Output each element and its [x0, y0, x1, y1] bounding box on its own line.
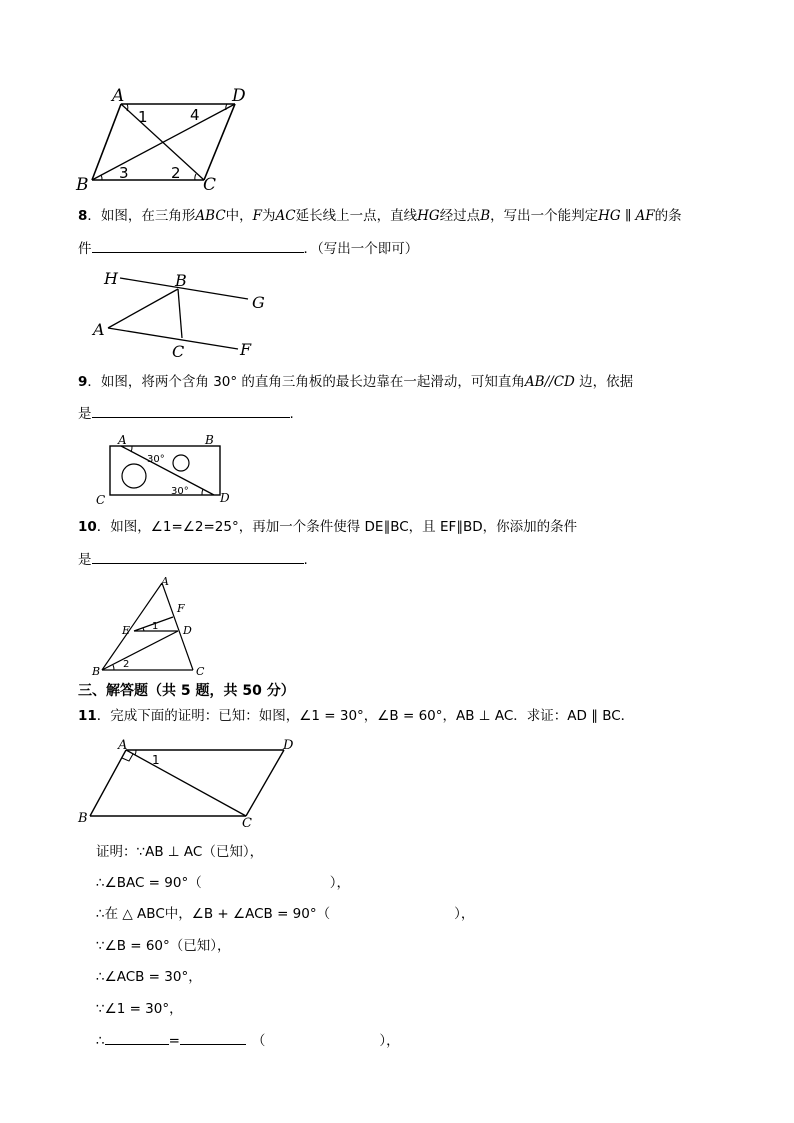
label-B: B: [175, 271, 187, 290]
question-10-line2: 是 .: [78, 549, 308, 570]
question-11-text: 11．完成下面的证明：已知：如图，∠1 = 30°，∠B = 60°，AB ⊥ AC．求证：AD ∥ BC．: [78, 708, 635, 724]
proof-line-7: ∴ = （ ），: [96, 1030, 400, 1051]
proof-line-4: ∵∠B = 60°（已知），: [96, 938, 231, 954]
label-D: D: [183, 624, 192, 637]
label-D: D: [283, 738, 294, 753]
label-D: D: [220, 491, 230, 505]
label-F: F: [177, 602, 185, 615]
angle-label-4: 4: [190, 106, 200, 124]
figure-q9-set-squares: [92, 434, 242, 508]
label-C: C: [172, 342, 185, 361]
question-8-line1: 8．如图，在三角形ABC中，F为AC延长线上一点，直线HG经过点B，写出一个能判定HG ∥ AF的条: [78, 208, 682, 224]
answer-blank[interactable]: [92, 403, 290, 418]
figure-q10-triangle: [90, 574, 220, 678]
answer-blank[interactable]: [92, 549, 304, 564]
proof-line-3: ∴在 △ ABC中，∠B + ∠ACB = 90°（ ），: [96, 906, 475, 922]
label-D: D: [232, 86, 246, 106]
label-C: C: [96, 493, 106, 507]
angle-label-1: 1: [152, 621, 159, 632]
question-9-line2: 是 .: [78, 403, 294, 424]
label-C: C: [196, 665, 205, 678]
label-B: B: [78, 811, 88, 826]
question-9-line1: 9．如图，将两个含角 30° 的直角三角板的最长边靠在一起滑动，可知直角AB//CD 边，依据: [78, 374, 634, 390]
label-F: F: [240, 340, 252, 359]
label-A: A: [112, 86, 125, 106]
label-A: A: [118, 738, 128, 753]
label-G: G: [252, 293, 265, 312]
angle-label-1: 1: [152, 753, 160, 767]
label-A: A: [93, 320, 105, 339]
figure-q11-quadrilateral: [76, 734, 306, 832]
proof-line-5: ∴∠ACB = 30°，: [96, 969, 202, 985]
label-B: B: [92, 665, 101, 678]
figure-q7-parallelogram: [70, 82, 260, 197]
answer-blank[interactable]: [105, 1030, 169, 1045]
label-C: C: [203, 175, 217, 195]
label-B: B: [205, 434, 214, 447]
label-A: A: [118, 434, 127, 447]
proof-line-2: ∴∠BAC = 90°（ ），: [96, 875, 350, 891]
question-number: 8: [78, 208, 88, 224]
angle-label-3: 3: [119, 164, 129, 182]
figure-q8-lines: [90, 266, 280, 364]
answer-blank[interactable]: [92, 238, 304, 253]
angle-label-2: 2: [123, 659, 130, 670]
label-E: E: [122, 624, 131, 637]
label-C: C: [242, 816, 252, 831]
section-title: 三、解答题（共 5 题，共 50 分）: [78, 683, 295, 699]
question-8-line2: 件 ．（写出一个即可）: [78, 238, 418, 259]
proof-line-1: 证明：∵AB ⊥ AC（已知），: [96, 844, 264, 860]
question-number: 9: [78, 374, 88, 390]
angle-label-30-top: 30°: [147, 454, 165, 465]
question-number: 10: [78, 519, 97, 535]
label-H: H: [104, 269, 118, 288]
label-A: A: [161, 575, 169, 588]
question-10-line1: 10．如图，∠1=∠2=25°，再加一个条件使得 DE∥BC，且 EF∥BD，你添加的条件: [78, 519, 578, 535]
angle-label-1: 1: [138, 108, 148, 126]
proof-line-6: ∵∠1 = 30°，: [96, 1001, 183, 1017]
label-B: B: [76, 175, 89, 195]
question-number: 11: [78, 708, 97, 724]
answer-blank[interactable]: [180, 1030, 246, 1045]
angle-label-2: 2: [171, 164, 181, 182]
angle-label-30-bottom: 30°: [171, 486, 189, 497]
